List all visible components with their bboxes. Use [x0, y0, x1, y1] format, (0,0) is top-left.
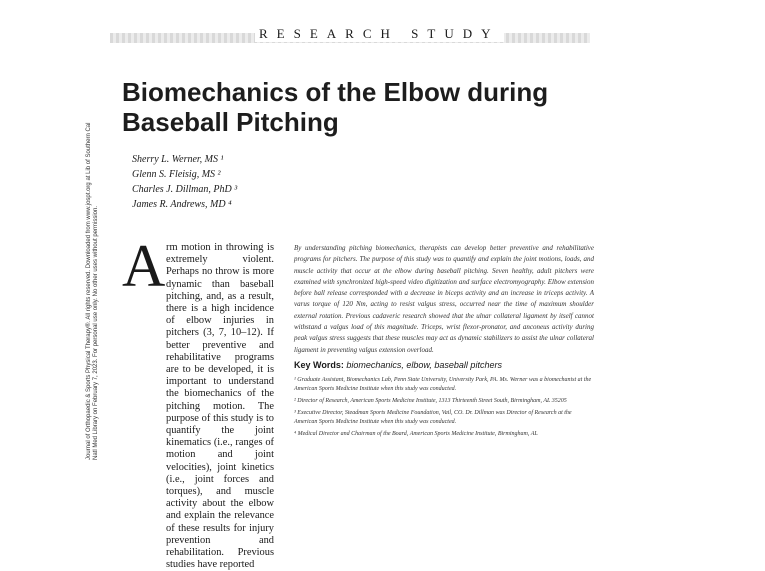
footnote: ⁴ Medical Director and Chairman of the Board, American Sports Medicine Institute, Birmingham, AL [294, 431, 538, 437]
author-list [132, 152, 237, 212]
author: Charles J. Dillman, PhD ³ [132, 184, 238, 195]
footnote: ² Director of Research, American Sports Medicine Institute, 1313 Thirteenth Street South, Birmingham, AL 35205 [294, 398, 567, 404]
article-title: Biomechanics of the Elbow during Baseball Pitching [122, 77, 549, 137]
keywords-text: biomechanics, elbow, baseball pitchers [346, 360, 502, 370]
author: Sherry L. Werner, MS ¹ [132, 154, 224, 165]
keywords [294, 360, 502, 370]
copyright-sidebar: Journal of Orthopaedic & Sports Physical Therapy®. All rights reserved. Downloaded from www.jospt.org at Lib of Southern Cal Natl Med Library on February 7, 2023. For personal use only. No other uses without permission. [86, 122, 99, 460]
author: Glenn S. Fleisig, MS ² [132, 169, 221, 180]
keywords-label: Key Words: [294, 360, 344, 370]
author: James R. Andrews, MD ⁴ [132, 199, 232, 210]
drop-cap: A [122, 233, 166, 299]
footnote: ³ Executive Director, Steadman Sports Medicine Foundation, Vail, CO. Dr. Dillman was Director of Research at the American Sports Medicine Institute when this study was conducted. [294, 410, 572, 425]
footnote: ¹ Graduate Assistant, Biomechanics Lab, Penn State University, University Park, PA. Ms. Werner was a biomechanist at the American Sports Medicine Institute when this study was conducted. [294, 377, 592, 392]
footnotes [294, 376, 594, 442]
body-column [122, 233, 274, 571]
body-text: rm motion in throwing is extremely violent. Perhaps no throw is more dynamic than baseball pitching, and, as a result, there is a high incidence of elbow injuries in pitchers (3, 7, 10–12). If better preventive and rehabilitative programs are to be developed, it is important to understand the biomechanics of the pitching motion. The purpose of this study is to quantify the joint kinematics (i.e., ranges of motion and joint velocities), joint kinetics (i.e., joint forces and torques), and muscle activity about the elbow and explain the relevance of these results for injury prevention and rehabilitation. Previous studies have reported [166, 242, 274, 571]
abstract: By understanding pitching biomechanics, therapists can develop better preventive and rehabilitative programs for pitchers. The purpose of this study was to quantify and explain the joint motions, loads, and muscle activity that occur at the elbow during baseball pitching. Seven healthy, adult pitchers were examined with synchronized high-speed video digitization and surface electromyography. Elbow extension before ball release corresponded with a decrease in biceps activity and an increase in triceps activity. A varus torque of 120 Nm, acting to resist valgus stress, occurred near the time of maximum shoulder external rotation. Previous cadaveric research showed that the ulnar collateral ligament by itself cannot withstand a valgus load of this magnitude. Triceps, wrist flexor-pronator, and anconeus activity during peak valgus stress suggests that these muscles may act as dynamic stabilizers to assist the ulnar collateral ligament in preventing valgus extension overload. [294, 244, 594, 354]
section-label: RESEARCH STUDY [255, 26, 504, 42]
